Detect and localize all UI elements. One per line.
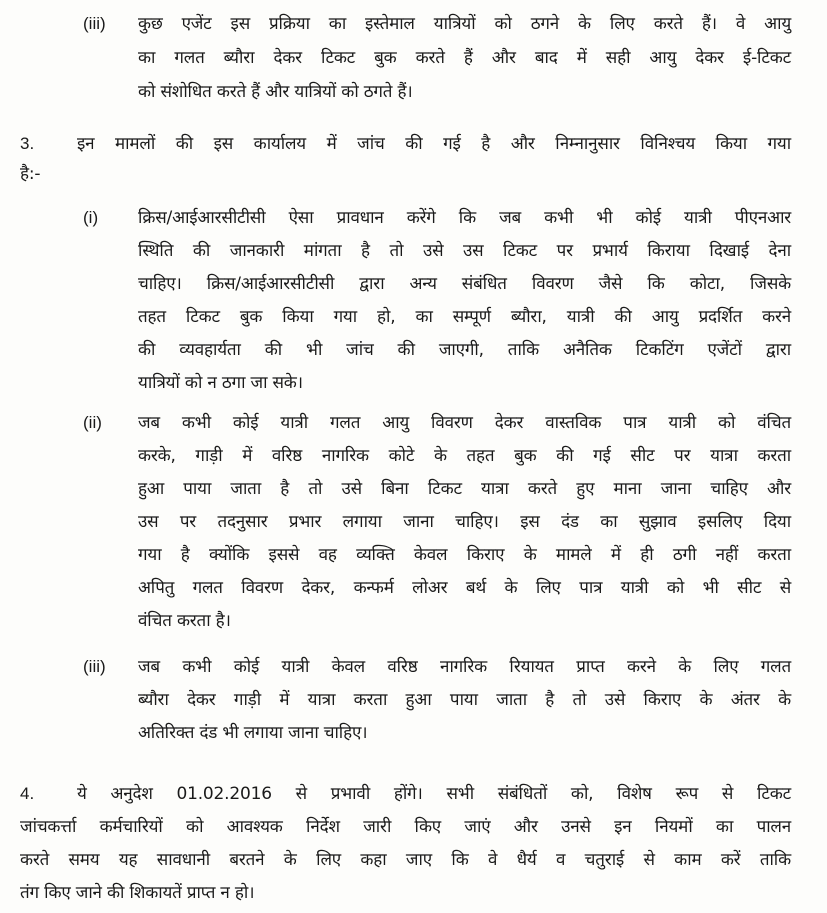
text-line: ये अनुदेश 01.02.2016 से प्रभावी होंगे। सभी संबंधितों को, विशेष रूप से टिकट	[77, 784, 791, 804]
text-line: करके, गाड़ी में वरिष्ठ नागरिक कोटे के तहत बुक की गई सीट पर यात्रा करता	[138, 446, 791, 466]
text-line: अपितु गलत विवरण देकर, कन्फर्म लोअर बर्थ के लिए पात्र यात्री को भी सीट से	[138, 578, 791, 598]
text-line: तंग किए जाने की शिकायतें प्राप्त न हो।	[20, 883, 255, 903]
sub-item-marker: (iii)	[83, 14, 106, 33]
text-line: तहत टिकट बुक किया गया हो, का सम्पूर्ण ब्यौरा, यात्री की आयु प्रदर्शित करने	[138, 307, 791, 327]
text-line: गया है क्योंकि इससे वह व्यक्ति केवल किराए के मामले में ही ठगी नहीं करता	[138, 545, 791, 565]
text-line: का गलत ब्यौरा देकर टिकट बुक करते हैं और बाद में सही आयु देकर ई-टिकट	[138, 48, 791, 68]
text-line: को संशोधित करते हैं और यात्रियों को ठगते हैं।	[138, 82, 413, 102]
text-line: है:-	[20, 164, 41, 184]
text-line: की व्यवहार्यता की भी जांच की जाएगी, ताकि अनैतिक टिकटिंग एजेंटों द्वारा	[138, 340, 791, 360]
text-line: ब्यौरा देकर गाड़ी में यात्रा करता हुआ पाया जाता है तो उसे किराए के अंतर के	[138, 690, 791, 710]
paragraph-number: 4.	[20, 784, 35, 803]
text-line: यात्रियों को न ठगा जा सके।	[138, 373, 303, 393]
text-line: जांचकर्त्ता कर्मचारियों को आवश्यक निर्देश जारी किए जाएं और उनसे इन नियमों का पालन	[20, 817, 791, 837]
text-line: अतिरिक्त दंड भी लगाया जाना चाहिए।	[138, 723, 368, 743]
text-line: क्रिस/आईआरसीटीसी ऐसा प्रावधान करेंगे कि जब कभी भी कोई यात्री पीएनआर	[138, 208, 791, 228]
text-line: वंचित करता है।	[138, 611, 231, 631]
text-line: स्थिति की जानकारी मांगता है तो उसे उस टिकट पर प्रभार्य किराया दिखाई देना	[138, 241, 791, 261]
text-line: जब कभी कोई यात्री गलत आयु विवरण देकर वास्तविक पात्र यात्री को वंचित	[138, 413, 791, 433]
text-line: करते समय यह सावधानी बरतने के लिए कहा जाए कि वे धैर्य व चतुराई से काम करें ताकि	[20, 850, 791, 870]
paragraph-number: 3.	[20, 134, 35, 153]
text-line: हुआ पाया जाता है तो उसे बिना टिकट यात्रा करते हुए माना जाना चाहिए और	[138, 479, 791, 499]
text-line: चाहिए। क्रिस/आईआरसीटीसी द्वारा अन्य संबंधित विवरण जैसे कि कोटा, जिसके	[138, 274, 791, 294]
sub-item-marker: (ii)	[83, 413, 102, 432]
text-line: कुछ एजेंट इस प्रक्रिया का इस्तेमाल यात्रियों को ठगने के लिए करते हैं। वे आयु	[138, 14, 791, 34]
sub-item-marker: (i)	[83, 208, 99, 227]
text-line: इन मामलों की इस कार्यालय में जांच की गई है और निम्नानुसार विनिश्चय किया गया	[77, 134, 791, 154]
text-line: जब कभी कोई यात्री केवल वरिष्ठ नागरिक रियायत प्राप्त करने के लिए गलत	[138, 657, 791, 677]
text-line: उस पर तदनुसार प्रभार लगाया जाना चाहिए। इस दंड का सुझाव इसलिए दिया	[138, 512, 791, 532]
sub-item-marker: (iii)	[83, 657, 106, 676]
